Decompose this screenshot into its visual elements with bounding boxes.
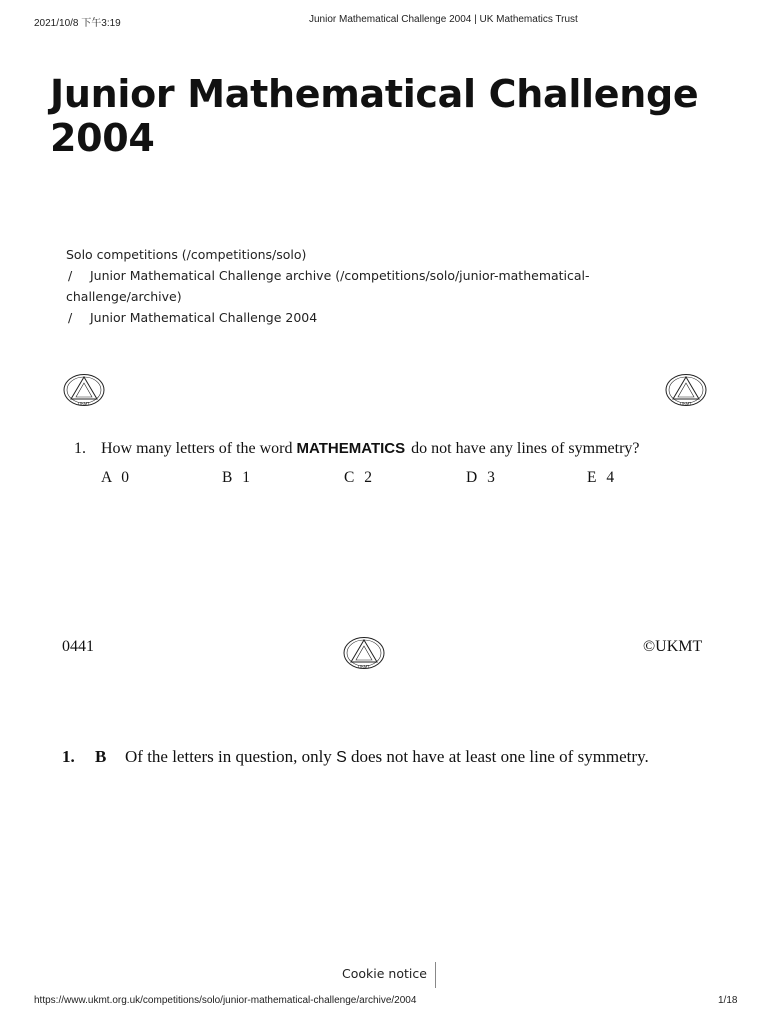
ukmt-logo [343,636,385,670]
print-datetime: 2021/10/8 下午3:19 [34,18,121,29]
cookie-notice-divider [435,962,436,988]
logo-text: UKMT [78,401,90,407]
breadcrumb-link-archive[interactable]: Junior Mathematical Challenge archive (/competitions/solo/junior-mathematical-challenge/archive) [66,268,590,304]
solution-letter: S [336,749,347,766]
paper-code: 0441 [62,638,94,655]
question-text-after: do not have any lines of symmetry? [411,440,640,457]
breadcrumb-link-solo[interactable]: Solo competitions (/competitions/solo) [66,247,307,262]
question-number: 1. [74,440,86,457]
ukmt-logo [63,373,105,407]
logo-text: UKMT [358,664,370,670]
option-c: C 2 [344,469,372,486]
question-1 [74,440,640,458]
paper-copyright: ©UKMT [643,638,703,655]
solution-answer: B [95,747,107,766]
breadcrumb-current: Junior Mathematical Challenge 2004 [90,310,318,325]
solution-text-before: Of the letters in question, only [125,747,332,766]
page-title: Junior Mathematical Challenge 2004 [50,72,699,160]
solution-1 [62,747,649,767]
option-b: B 1 [222,469,250,486]
question-text-before: How many letters of the word [101,440,293,457]
print-url: https://www.ukmt.org.uk/competitions/solo/junior-mathematical-challenge/archive/2004 [34,995,417,1006]
question-word: MATHEMATICS [296,440,406,457]
option-e: E 4 [587,469,615,486]
option-a: A 0 [101,469,129,486]
print-page-number: 1/18 [718,995,738,1006]
print-doc-title: Junior Mathematical Challenge 2004 | UK Mathematics Trust [309,14,578,25]
breadcrumb-separator: / [68,268,73,283]
logo-text: UKMT [680,401,692,407]
option-d: D 3 [466,469,495,486]
solution-number: 1. [62,747,75,766]
breadcrumb [66,244,626,328]
ukmt-logo [665,373,707,407]
solution-text-after: does not have at least one line of symmetry. [350,747,649,766]
cookie-notice-button[interactable]: Cookie notice [342,966,427,981]
breadcrumb-separator: / [68,310,73,325]
